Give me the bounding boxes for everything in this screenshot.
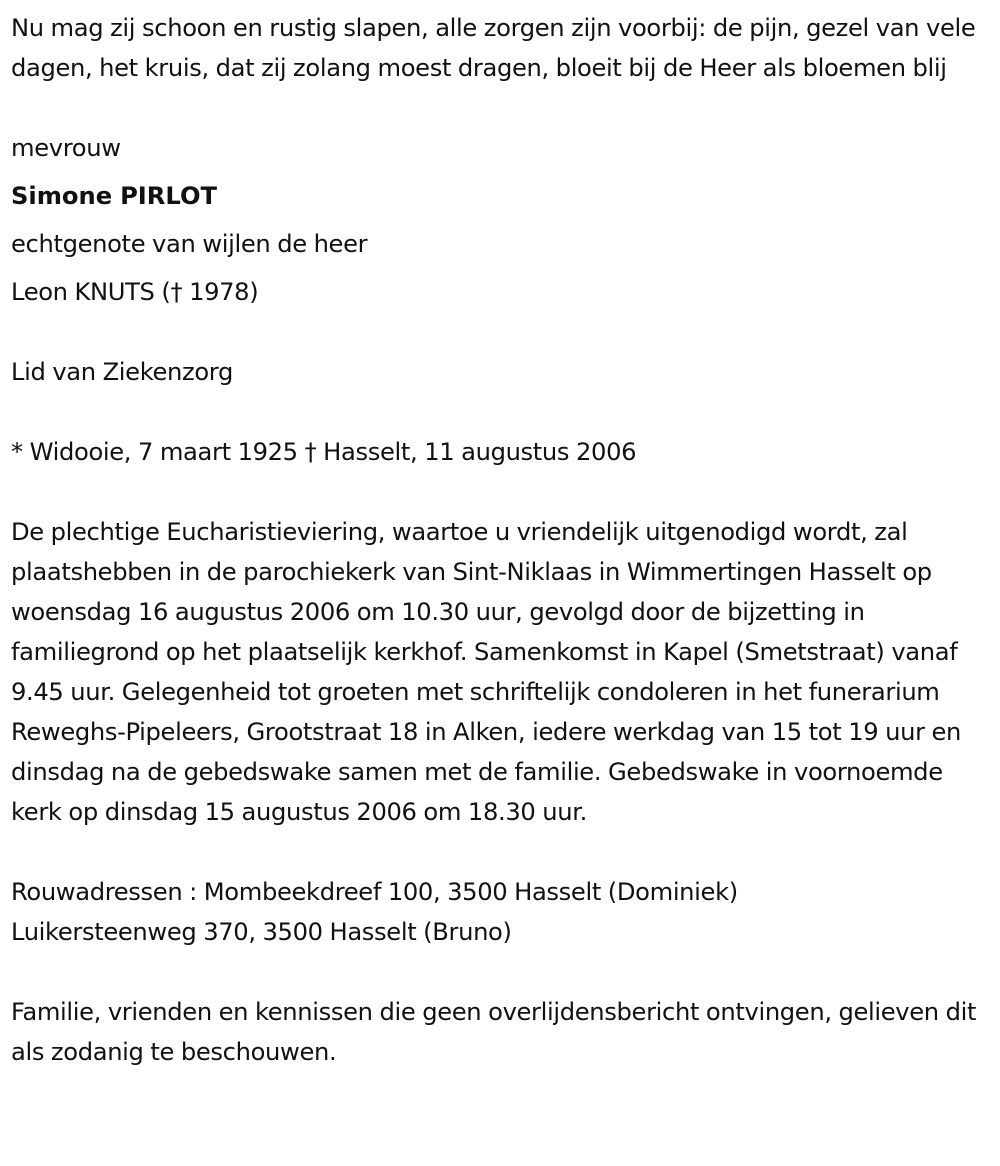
mourning-address-2: Luikersteenweg 370, 3500 Hasselt (Bruno) <box>11 918 512 946</box>
spacer <box>11 832 991 872</box>
spacer <box>11 168 991 176</box>
death-details: Hasselt, 11 augustus 2006 <box>323 438 637 466</box>
spacer <box>11 392 991 432</box>
deceased-name: Simone PIRLOT <box>11 182 218 210</box>
spacer <box>11 952 991 992</box>
spouse-intro: echtgenote van wijlen de heer <box>11 230 368 258</box>
ceremony-details: De plechtige Eucharistieviering, waartoe u vriendelijk uitgenodigd wordt, zal plaatshebben in de parochiekerk van Sint-Niklaas in Wimmertingen Hasselt op woensdag 16 augustus 2006 om 10.30 uur, gevolgd door de bijzetting in familiegrond op het plaatselijk kerkhof. Samenkomst in Kapel (Smetstraat) vanaf 9.45 uur. Gelegenheid tot groeten met schriftelijk condoleren in het funerarium Reweghs-Pipeleers, Grootstraat 18 in Alken, iedere werkdag van 15 tot 19 uur en dinsdag na de gebedswake samen met de familie. Gebedswake in voornoemde kerk op dinsdag 15 augustus 2006 om 18.30 uur. <box>11 518 962 826</box>
birth-details: * Widooie, 7 maart 1925 <box>11 438 298 466</box>
spacer <box>11 264 991 272</box>
spouse-name: Leon KNUTS ( <box>11 278 171 306</box>
obituary-notice <box>11 8 991 1072</box>
memorial-poem: Nu mag zij schoon en rustig slapen, alle zorgen zijn voorbij: de pijn, gezel van vele dagen, het kruis, dat zij zolang moest dragen, bloeit bij de Heer als bloemen blij <box>11 14 976 82</box>
cross-icon: † <box>170 278 183 306</box>
cross-icon: † <box>304 438 317 466</box>
spacer <box>11 312 991 352</box>
spouse-line <box>11 272 991 312</box>
membership: Lid van Ziekenzorg <box>11 358 233 386</box>
spacer <box>11 472 991 512</box>
life-dates <box>11 432 991 472</box>
title-prefix: mevrouw <box>11 134 121 162</box>
spacer <box>11 88 991 128</box>
closing-note: Familie, vrienden en kennissen die geen overlijdensbericht ontvingen, gelieven dit als zodanig te beschouwen. <box>11 998 977 1066</box>
mourning-address-1: Rouwadressen : Mombeekdreef 100, 3500 Hasselt (Dominiek) <box>11 878 738 906</box>
spouse-death-year: 1978) <box>189 278 259 306</box>
spacer <box>11 216 991 224</box>
